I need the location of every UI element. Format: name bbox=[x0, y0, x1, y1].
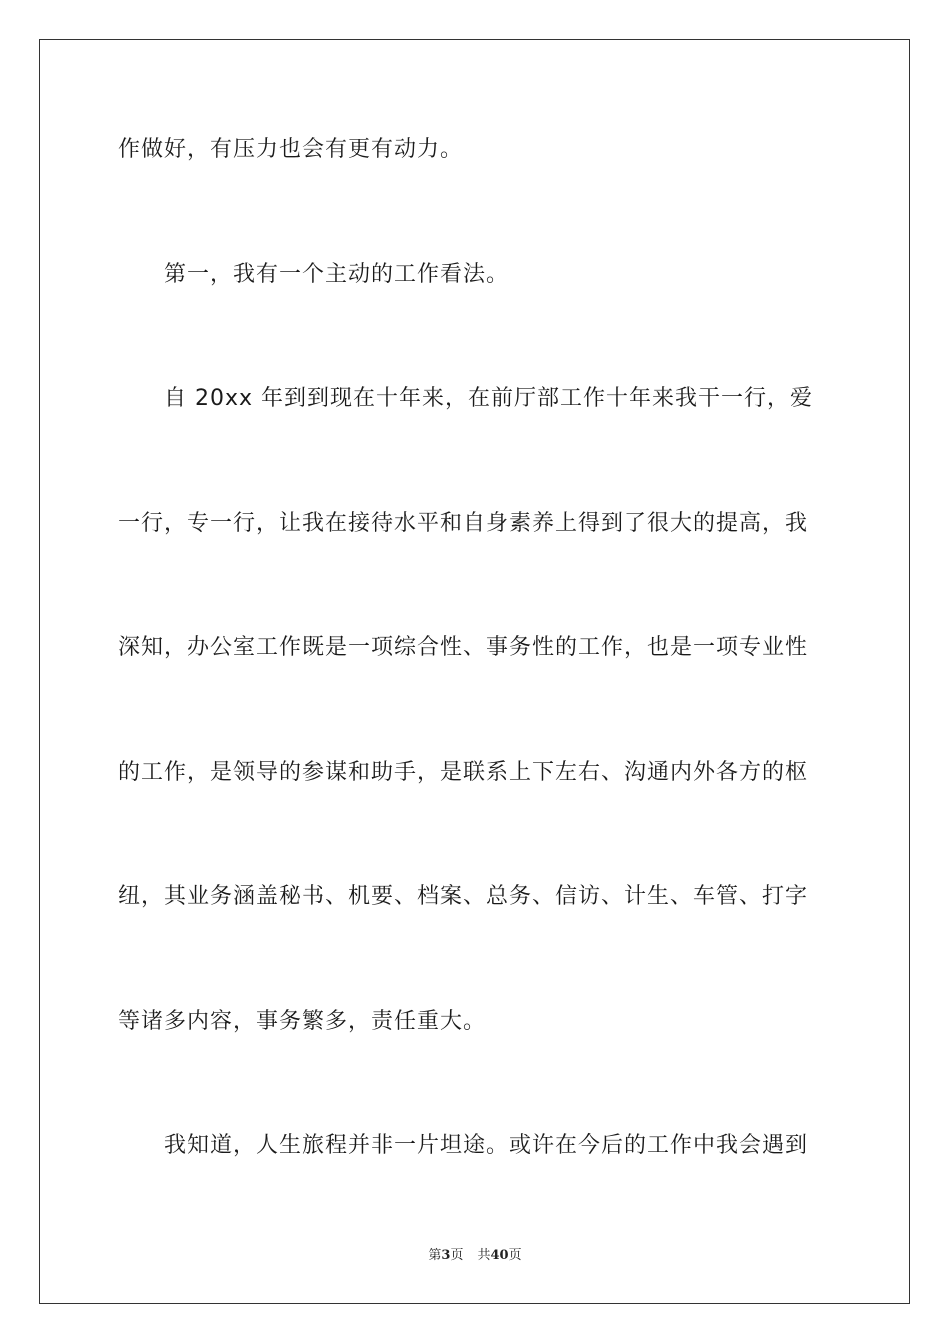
footer-total-pages: 40 bbox=[490, 1248, 509, 1263]
text-line-5: 深知，办公室工作既是一项综合性、事务性的工作，也是一项专业性 bbox=[118, 635, 809, 660]
text-line-3: 自 20xx 年到到现在十年来，在前厅部工作十年来我干一行，爱 bbox=[164, 386, 814, 411]
footer-page-suffix: 页 bbox=[450, 1248, 464, 1263]
text-line-7: 纽，其业务涵盖秘书、机要、档案、总务、信访、计生、车管、打字 bbox=[118, 884, 809, 909]
page-footer bbox=[0, 1247, 950, 1265]
footer-total-suffix: 页 bbox=[508, 1248, 522, 1263]
page-border bbox=[39, 39, 910, 1304]
text-line-9: 我知道，人生旅程并非一片坦途。或许在今后的工作中我会遇到 bbox=[164, 1133, 809, 1158]
text-line-4: 一行，专一行，让我在接待水平和自身素养上得到了很大的提高，我 bbox=[118, 511, 809, 536]
footer-total-prefix: 共 bbox=[477, 1248, 491, 1263]
text-line-2: 第一，我有一个主动的工作看法。 bbox=[164, 262, 510, 287]
footer-page-prefix: 第 bbox=[428, 1248, 442, 1263]
footer-page-number: 3 bbox=[441, 1248, 451, 1263]
text-line-1: 作做好，有压力也会有更有动力。 bbox=[118, 137, 464, 162]
text-line-8: 等诸多内容，事务繁多，责任重大。 bbox=[118, 1009, 487, 1034]
text-line-6: 的工作，是领导的参谋和助手，是联系上下左右、沟通内外各方的枢 bbox=[118, 760, 809, 785]
